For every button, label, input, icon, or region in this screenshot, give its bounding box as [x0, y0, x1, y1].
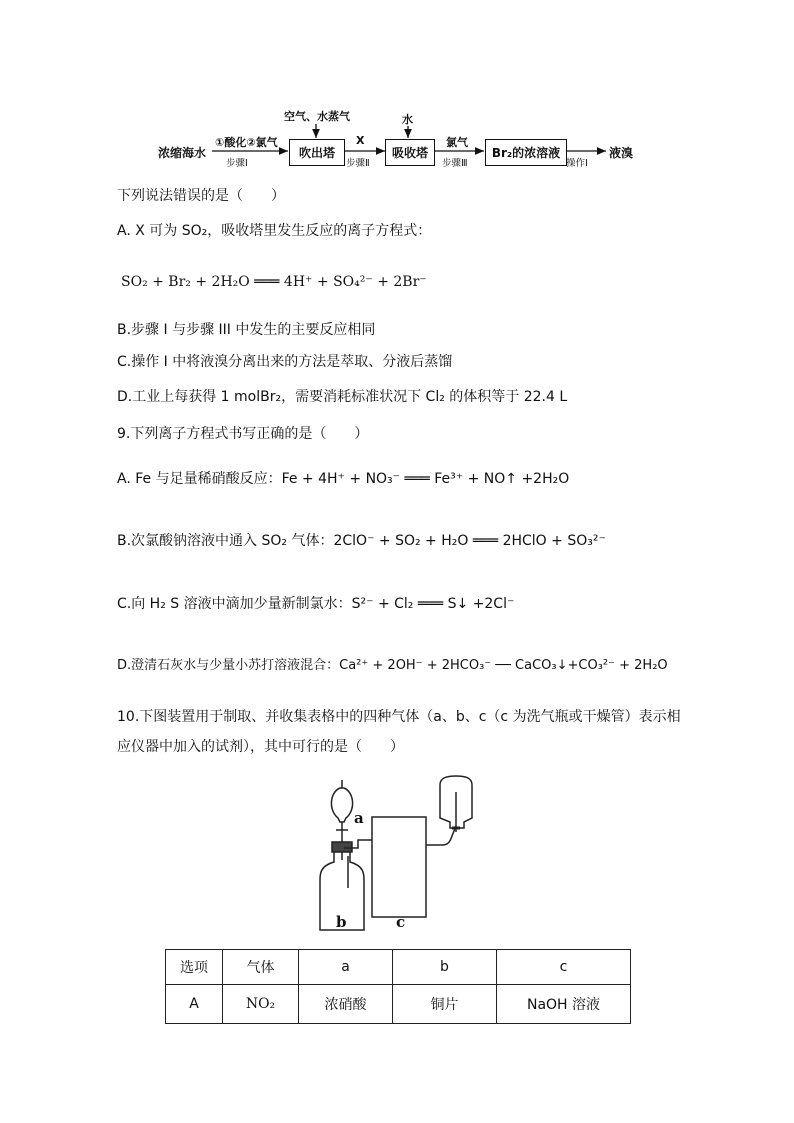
- flow-end-label: 液溴: [609, 146, 634, 160]
- flow-box-bromine-solution: Br₂的浓溶液: [485, 139, 567, 166]
- apparatus-label-a: a: [354, 809, 364, 827]
- q10-stem-line1: 10.下图装置用于制取、并收集表格中的四种气体（a、b、c（c 为洗气瓶或干燥管）表示相: [117, 709, 681, 725]
- q8-option-b: B.步骤 I 与步骤 III 中发生的主要反应相同: [117, 322, 376, 338]
- table-header-cell: 气体: [223, 950, 299, 985]
- q8-option-a-equation: SO₂ + Br₂ + 2H₂O ═══ 4H⁺ + SO₄²⁻ + 2Br⁻: [121, 274, 427, 290]
- table-header-cell: 选项: [166, 950, 223, 985]
- flow-op1-label: 操作Ⅰ: [566, 158, 588, 169]
- q10-stem-line2: 应仪器中加入的试剂），其中可行的是（ ）: [117, 739, 404, 755]
- q9-stem: 9.下列离子方程式书写正确的是（ ）: [117, 426, 369, 442]
- q8-option-d: D.工业上每获得 1 molBr₂，需要消耗标准状况下 Cl₂ 的体积等于 22.4 L: [117, 389, 568, 405]
- flow-step3-label: 步骤Ⅲ: [442, 158, 468, 169]
- table-header-cell: c: [497, 950, 631, 985]
- flow-step1-reagents: ①酸化②氯气: [215, 136, 278, 149]
- flow-box-blow-out-tower: 吹出塔: [289, 139, 345, 166]
- table-cell: 浓硝酸: [299, 985, 393, 1024]
- flow-step2-reagent: X: [356, 134, 365, 147]
- flow-box-absorption-tower: 吸收塔: [385, 139, 435, 166]
- table-cell: NO₂: [223, 985, 299, 1024]
- options-table: [165, 949, 631, 1024]
- apparatus-label-b: b: [336, 913, 347, 931]
- apparatus-drawing: [300, 770, 490, 940]
- flow-step1-label: 步骤Ⅰ: [226, 158, 248, 169]
- table-cell: 铜片: [393, 985, 497, 1024]
- table-cell: A: [166, 985, 223, 1024]
- table-cell: NaOH 溶液: [497, 985, 631, 1024]
- flow-box2-input: 水: [402, 113, 413, 126]
- q8-stem: 下列说法错误的是（ ）: [117, 188, 285, 204]
- flow-step2-label: 步骤Ⅱ: [346, 158, 370, 169]
- flow-start-label: 浓缩海水: [158, 146, 207, 160]
- table-header-cell: b: [393, 950, 497, 985]
- q8-option-a: A. X 可为 SO₂，吸收塔里发生反应的离子方程式：: [117, 223, 432, 239]
- q8-option-c: C.操作 I 中将液溴分离出来的方法是萃取、分液后蒸馏: [117, 354, 453, 370]
- table-row: [166, 985, 631, 1024]
- q9-option-a: A. Fe 与足量稀硝酸反应：Fe + 4H⁺ + NO₃⁻ ═══ Fe³⁺ + NO↑ +2H₂O: [117, 471, 570, 487]
- table-header-cell: a: [299, 950, 393, 985]
- flow-step3-reagent: 氯气: [446, 136, 468, 149]
- q9-option-b: B.次氯酸钠溶液中通入 SO₂ 气体：2ClO⁻ + SO₂ + H₂O ═══ 2HClO + SO₃²⁻: [117, 533, 606, 549]
- q9-option-d: D.澄清石灰水与少量小苏打溶液混合：Ca²⁺ + 2OH⁻ + 2HCO₃⁻ ── CaCO₃↓+CO₃²⁻ + 2H₂O: [117, 658, 668, 673]
- table-header-row: [166, 950, 631, 985]
- q9-option-c: C.向 H₂ S 溶液中滴加少量新制氯水：S²⁻ + Cl₂ ═══ S↓ +2Cl⁻: [117, 596, 515, 612]
- apparatus-label-c: c: [396, 913, 406, 931]
- flow-box1-input: 空气、水蒸气: [284, 110, 350, 123]
